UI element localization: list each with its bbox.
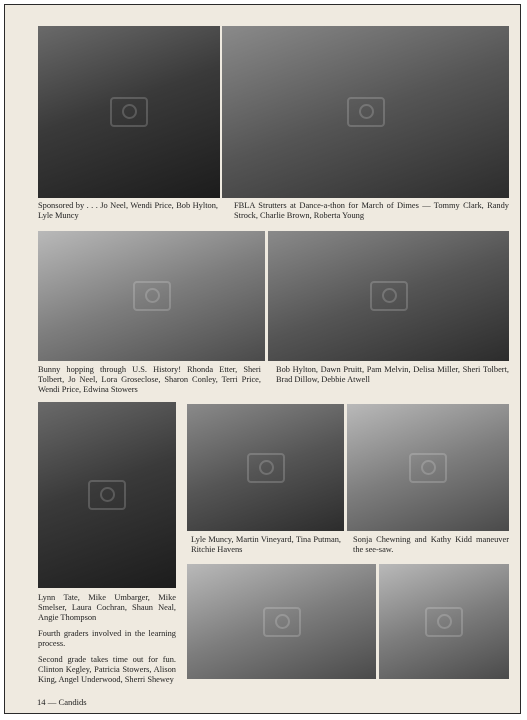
photo-lyle-muncy — [187, 404, 344, 531]
photo-icon — [370, 281, 408, 311]
caption-fourth-graders: Fourth graders involved in the learning process. — [38, 629, 176, 648]
caption-column-left — [38, 593, 176, 691]
photo-lynn-tate — [38, 402, 176, 588]
caption-lynn-tate: Lynn Tate, Mike Umbarger, Mike Smelser, Laura Cochran, Shaun Neal, Angie Thompson — [38, 593, 176, 622]
photo-icon — [263, 607, 301, 637]
photo-bunny-hop — [38, 231, 265, 361]
yearbook-page — [4, 4, 521, 714]
caption-dance-group: Bob Hylton, Dawn Pruitt, Pam Melvin, Delisa Miller, Sheri Tolbert, Brad Dillow, Debbie Atwell — [276, 365, 509, 384]
photo-icon — [88, 480, 126, 510]
caption-second-grade: Second grade takes time out for fun. Clinton Kegley, Patricia Stowers, Alison King, Angel Underwood, Sherri Shewey — [38, 655, 176, 684]
photo-icon — [347, 97, 385, 127]
photo-icon — [110, 97, 148, 127]
photo-icon — [425, 607, 463, 637]
photo-see-saw — [347, 404, 509, 531]
caption-see-saw: Sonja Chewning and Kathy Kidd maneuver the see-saw. — [353, 535, 509, 554]
caption-bunny-hop: Bunny hopping through U.S. History! Rhonda Etter, Sheri Tolbert, Jo Neel, Lora Groseclose, Sharon Conley, Terri Price, Wendi Price, Edwina Stowers — [38, 365, 261, 394]
photo-fbla-strutters — [222, 26, 509, 198]
caption-fbla-strutters: FBLA Strutters at Dance-a-thon for March of Dimes — Tommy Clark, Randy Strock, Charlie Brown, Roberta Young — [234, 201, 509, 220]
caption-sponsors: Sponsored by . . . Jo Neel, Wendi Price, Bob Hylton, Lyle Muncy — [38, 201, 218, 220]
page-folio: 14 — Candids — [37, 697, 87, 707]
caption-lyle-muncy: Lyle Muncy, Martin Vineyard, Tina Putman, Ritchie Havens — [191, 535, 341, 554]
photo-icon — [133, 281, 171, 311]
photo-second-grade — [379, 564, 509, 679]
photo-icon — [247, 453, 285, 483]
photo-sponsors — [38, 26, 220, 198]
photo-fourth-graders — [187, 564, 376, 679]
photo-dance-group — [268, 231, 509, 361]
photo-icon — [409, 453, 447, 483]
